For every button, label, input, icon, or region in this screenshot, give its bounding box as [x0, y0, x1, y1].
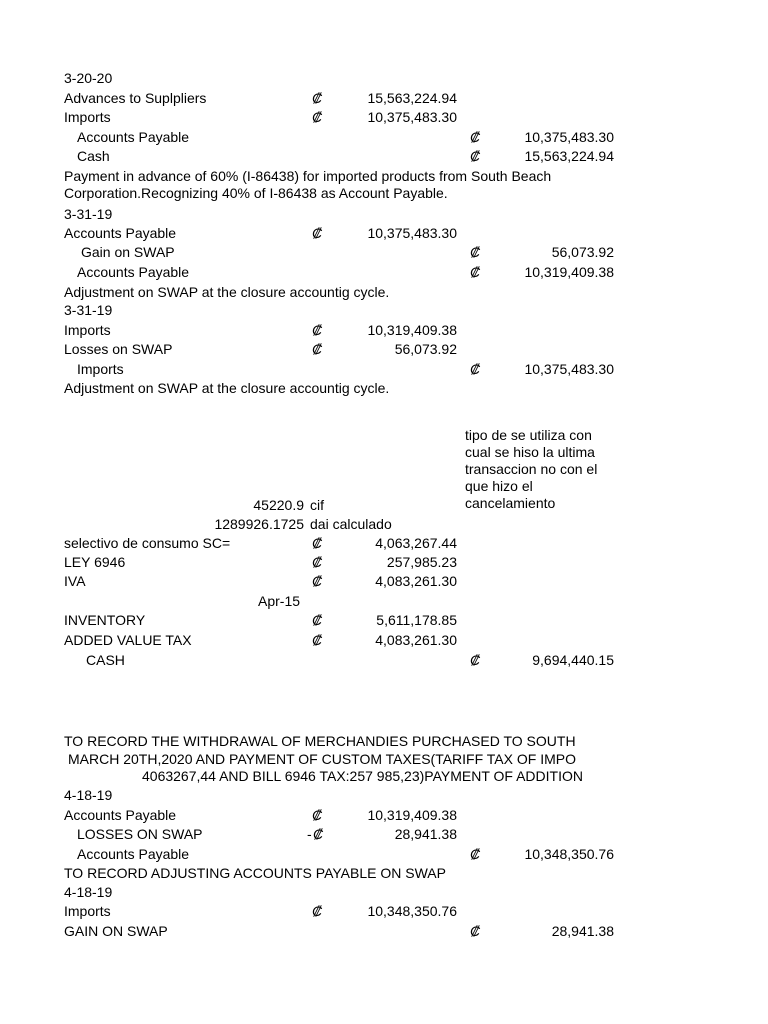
journal-line: [0, 902, 768, 921]
dai-row: [0, 515, 768, 534]
account-name: LOSSES ON SWAP: [77, 826, 203, 842]
journal-line: [0, 631, 768, 650]
account-name: CASH: [86, 652, 125, 668]
tax-label: LEY 6946: [64, 554, 126, 570]
credit-amount: 9,694,440.15: [532, 652, 614, 668]
account-name: Accounts Payable: [77, 264, 190, 280]
cif-value: 45220.9: [253, 497, 304, 513]
account-name: INVENTORY: [64, 612, 146, 628]
currency-symbol: ₡: [312, 535, 323, 551]
debit-amount: 10,319,409.38: [367, 807, 457, 823]
account-name: Losses on SWAP: [64, 341, 173, 357]
entry-date: 4-18-19: [64, 787, 113, 803]
entry-note-line: 4063267,44 AND BILL 6946 TAX:257 985,23)PAYMENT OF ADDITION: [142, 768, 583, 784]
dai-value: 1289926.1725: [214, 516, 304, 532]
cif-label: cif: [310, 497, 324, 513]
credit-amount: 56,073.92: [551, 244, 614, 260]
entry-note: Payment in advance of 60% (I-86438) for imported products from South Beach Corporation.Recognizing 40% of I-86438 as Account Payable.: [64, 168, 552, 201]
currency-symbol: ₡: [470, 846, 481, 862]
currency-symbol: ₡: [312, 225, 323, 241]
journal-line: [0, 845, 768, 864]
currency-symbol: ₡: [312, 807, 323, 823]
journal-line: [0, 89, 768, 108]
account-name: Imports: [77, 361, 124, 377]
tax-label: IVA: [64, 573, 86, 589]
journal-line: [0, 108, 768, 127]
journal-line: [0, 147, 768, 166]
entry-note-line: MARCH 20TH,2020 AND PAYMENT OF CUSTOM TAXES(TARIFF TAX OF IMPO: [68, 751, 576, 767]
entry-note-row: [0, 379, 768, 398]
side-comment: tipo de se utiliza con cual se hiso la ultima transaccion no con el que hizo el cancelamiento: [465, 427, 598, 511]
entry5-date-row: [0, 786, 768, 805]
journal-line: [0, 263, 768, 282]
journal-line: [0, 611, 768, 630]
entry-date: Apr-15: [258, 593, 301, 609]
journal-line: [0, 340, 768, 359]
journal-line: [0, 128, 768, 147]
currency-symbol: ₡: [312, 554, 323, 570]
account-name: Accounts Payable: [64, 225, 177, 241]
entry-date: 3-31-19: [64, 302, 113, 318]
entry-date: 3-31-19: [64, 206, 113, 222]
account-name: Imports: [64, 322, 111, 338]
account-name: Imports: [64, 109, 111, 125]
debit-amount: 10,319,409.38: [367, 322, 457, 338]
tax-amount: 4,063,267.44: [375, 535, 457, 551]
credit-amount: 10,375,483.30: [524, 129, 614, 145]
credit-amount: 10,319,409.38: [524, 264, 614, 280]
account-name: Accounts Payable: [64, 807, 177, 823]
tax-amount: 257,985.23: [386, 554, 457, 570]
credit-amount: 15,563,224.94: [524, 148, 614, 164]
journal-line: [0, 224, 768, 243]
account-name: Accounts Payable: [77, 129, 190, 145]
account-name: Imports: [64, 903, 111, 919]
entry-date: 4-18-19: [64, 884, 113, 900]
journal-line: [0, 321, 768, 340]
journal-line: [0, 825, 768, 844]
debit-amount: 56,073.92: [394, 341, 457, 357]
dai-label: dai calculado: [310, 516, 392, 532]
currency-symbol: ₡: [312, 903, 323, 919]
currency-symbol: ₡: [470, 361, 481, 377]
tax-line: [0, 572, 768, 591]
credit-amount: 28,941.38: [551, 923, 614, 939]
debit-amount: 10,375,483.30: [367, 225, 457, 241]
currency-symbol: ₡: [313, 826, 324, 842]
account-name: ADDED VALUE TAX: [64, 632, 192, 648]
currency-symbol: ₡: [312, 90, 323, 106]
tax-amount: 4,083,261.30: [375, 573, 457, 589]
currency-symbol: ₡: [470, 244, 481, 260]
account-name: GAIN ON SWAP: [64, 923, 168, 939]
currency-symbol: ₡: [470, 148, 481, 164]
entry-note-row: [0, 283, 768, 302]
debit-amount: 10,348,350.76: [367, 903, 457, 919]
entry-note: TO RECORD ADJUSTING ACCOUNTS PAYABLE ON SWAP: [64, 865, 446, 881]
entry3-date-row: [0, 301, 768, 320]
entry-note-line: TO RECORD THE WITHDRAWAL OF MERCHANDIES PURCHASED TO SOUTH: [64, 733, 576, 749]
currency-symbol: ₡: [470, 923, 481, 939]
currency-symbol: ₡: [470, 652, 481, 668]
currency-symbol: ₡: [312, 612, 323, 628]
negative-sign: -: [307, 826, 312, 842]
journal-line: [0, 243, 768, 262]
currency-symbol: ₡: [312, 573, 323, 589]
entry-note: Adjustment on SWAP at the closure accountig cycle.: [64, 380, 390, 396]
journal-line: [0, 806, 768, 825]
account-name: Cash: [77, 148, 110, 164]
currency-symbol: ₡: [312, 109, 323, 125]
debit-amount: 10,375,483.30: [367, 109, 457, 125]
currency-symbol: ₡: [312, 632, 323, 648]
journal-line: [0, 922, 768, 941]
entry-date: 3-20-20: [64, 70, 113, 86]
entry-note-row: [0, 864, 768, 883]
entry-note: Adjustment on SWAP at the closure accountig cycle.: [64, 284, 390, 300]
entry4-date-row: [0, 592, 768, 611]
currency-symbol: ₡: [470, 129, 481, 145]
debit-amount: 4,083,261.30: [375, 632, 457, 648]
currency-symbol: ₡: [312, 341, 323, 357]
currency-symbol: ₡: [312, 322, 323, 338]
account-name: Accounts Payable: [77, 846, 190, 862]
journal-line: [0, 651, 768, 670]
entry1-date-row: [0, 69, 768, 88]
debit-amount: 15,563,224.94: [367, 90, 457, 106]
debit-amount: 28,941.38: [394, 826, 457, 842]
account-name: Gain on SWAP: [81, 244, 175, 260]
tax-label: selectivo de consumo SC=: [64, 535, 231, 551]
entry6-date-row: [0, 883, 768, 902]
currency-symbol: ₡: [470, 264, 481, 280]
cif-row: [0, 496, 768, 515]
journal-line: [0, 360, 768, 379]
tax-line: [0, 553, 768, 572]
account-name: Advances to Suplpliers: [64, 90, 207, 106]
credit-amount: 10,348,350.76: [524, 846, 614, 862]
tax-line: [0, 534, 768, 553]
entry2-date-row: [0, 205, 768, 224]
debit-amount: 5,611,178.85: [376, 612, 457, 628]
credit-amount: 10,375,483.30: [524, 361, 614, 377]
